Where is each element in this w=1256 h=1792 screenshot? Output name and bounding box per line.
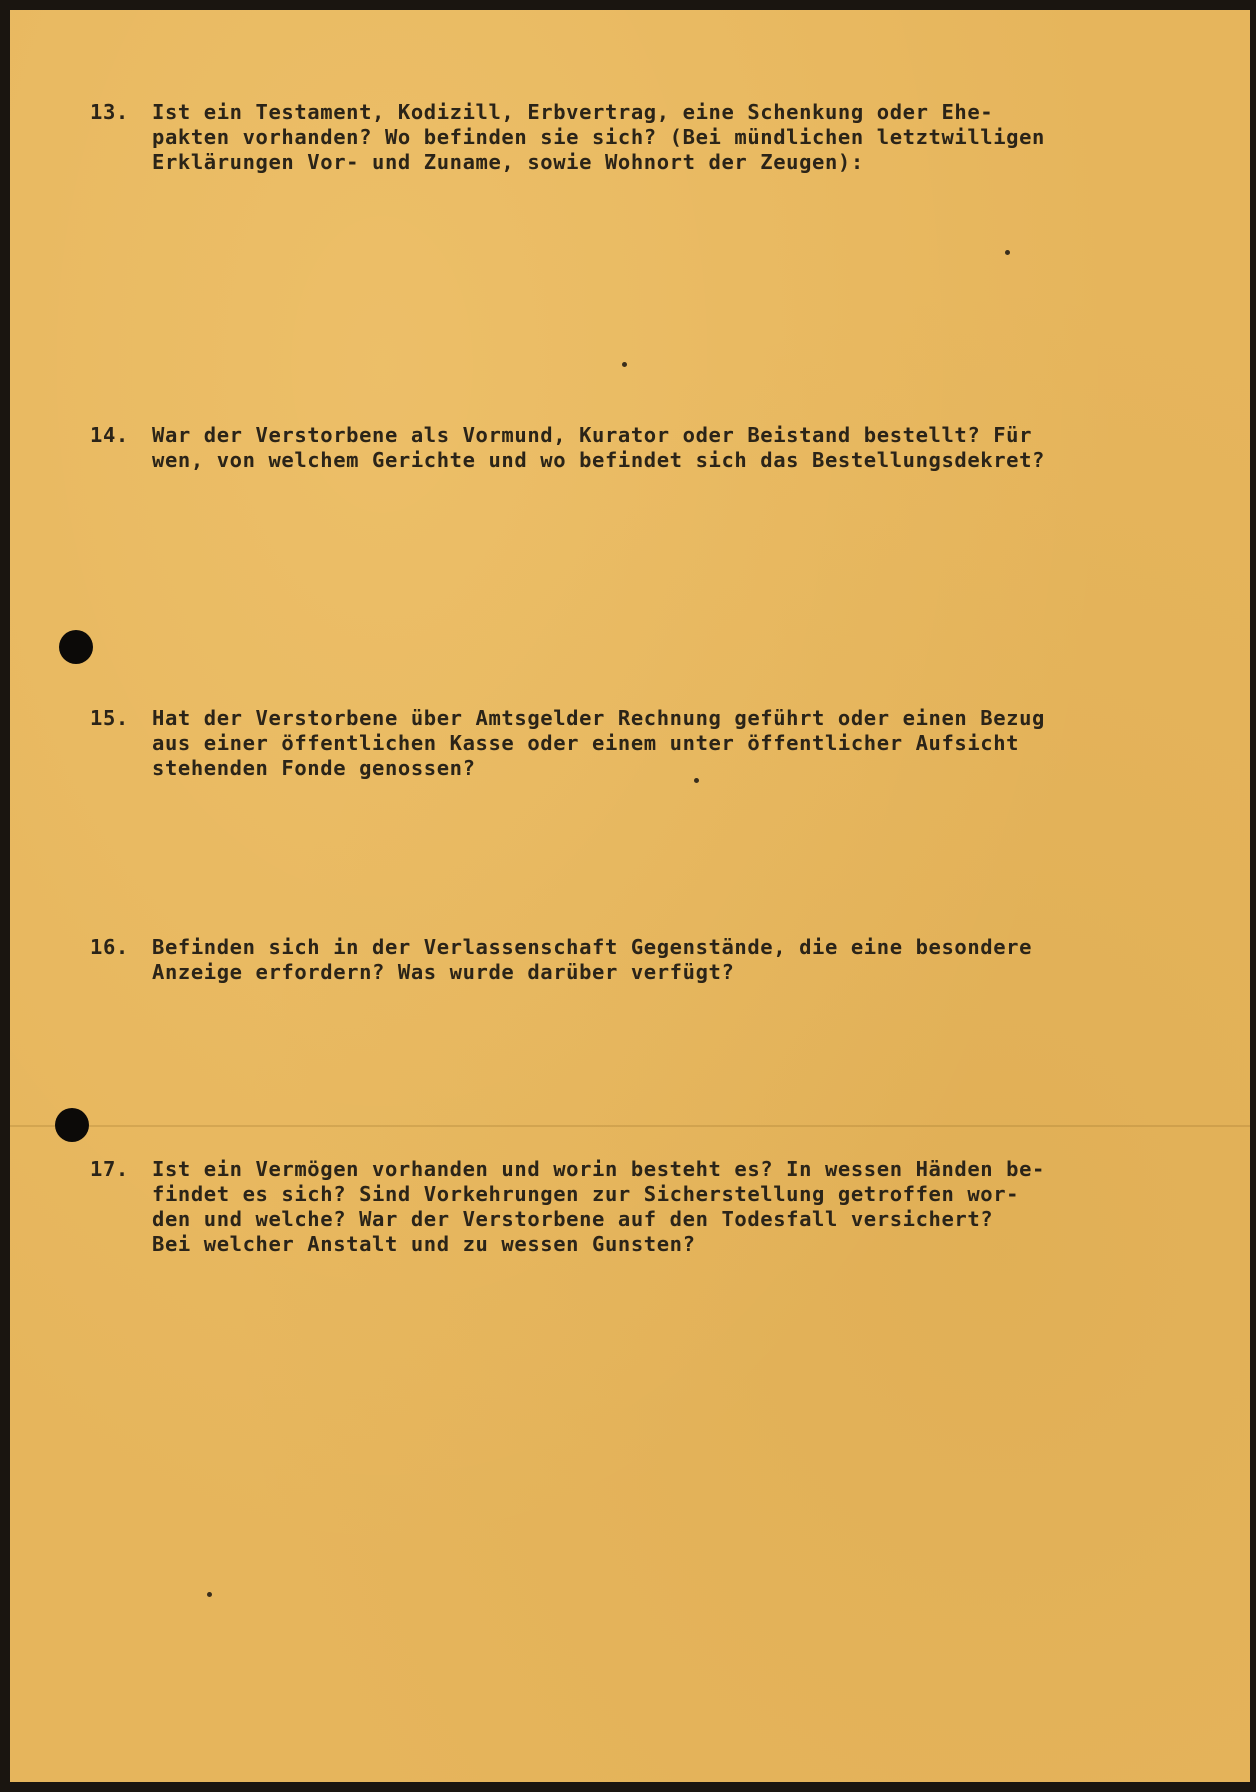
form-page [10,10,1250,1782]
punch-hole [55,1108,89,1142]
punch-hole [59,630,93,664]
question-number: 17. [90,1157,129,1181]
paper-speck [622,362,627,367]
question-15 [90,706,1170,781]
question-16 [90,935,1170,985]
question-text: Ist ein Vermögen vorhanden und worin besteht es? In wessen Händen be- findet es sich? Sind Vorkehrungen zur Sicherstellung getroffen wor- den und welche? War der Verstorbene auf den Todesfall versichert? Bei welcher Anstalt und zu wessen Gunsten? [152,1157,1046,1256]
question-number: 14. [90,423,129,447]
question-text: Befinden sich in der Verlassenschaft Gegenstände, die eine besondere Anzeige erfordern? Was wurde darüber verfügt? [152,935,1033,984]
paper-speck [207,1592,212,1597]
question-13 [90,100,1170,175]
paper-speck [694,778,699,783]
paper-speck [1005,250,1010,255]
question-number: 15. [90,706,129,730]
question-14 [90,423,1170,473]
question-text: Ist ein Testament, Kodizill, Erbvertrag, eine Schenkung oder Ehe- pakten vorhanden? Wo befinden sie sich? (Bei mündlichen letztwilligen Erklärungen Vor- und Zuname, sowie Wohnort der Zeugen): [152,100,1046,174]
question-17 [90,1157,1170,1257]
question-text: Hat der Verstorbene über Amtsgelder Rechnung geführt oder einen Bezug aus einer öffentlichen Kasse oder einem unter öffentlicher Aufsicht stehenden Fonde genossen? [152,706,1046,780]
question-text: War der Verstorbene als Vormund, Kurator oder Beistand bestellt? Für wen, von welchem Gerichte und wo befindet sich das Bestellungsdekret? [152,423,1046,472]
paper-fold [10,1125,1250,1127]
question-number: 16. [90,935,129,959]
question-number: 13. [90,100,129,124]
